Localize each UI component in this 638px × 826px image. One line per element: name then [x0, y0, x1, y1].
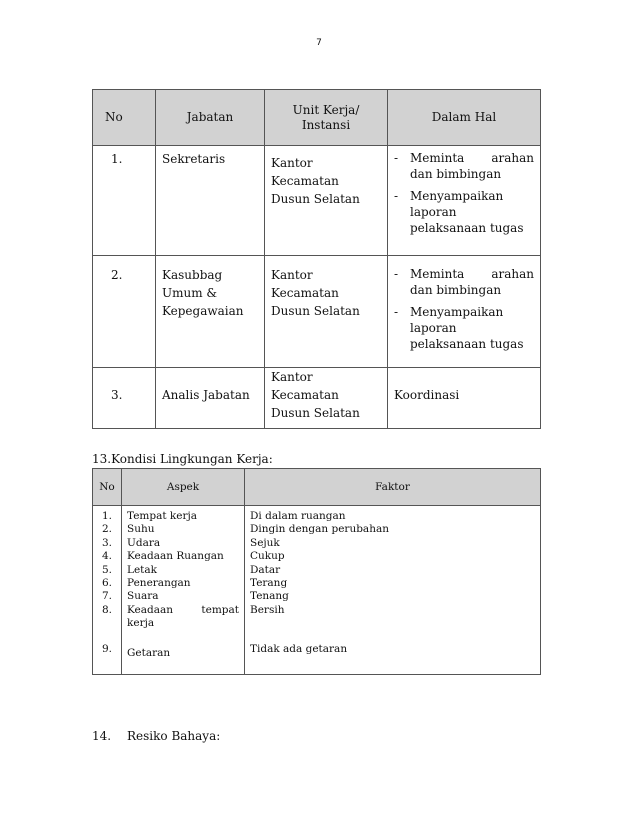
header-no: No — [93, 90, 156, 146]
list-item: - Meminta arahan dan bimbingan — [394, 267, 534, 297]
dalam-hal-cell — [388, 256, 541, 368]
list-item: - Menyampaikan laporan pelaksanaan tugas — [394, 189, 524, 235]
row-number: 1. — [93, 146, 156, 256]
jabatan-cell: Kasubbag Umum & Kepegawaian — [156, 256, 265, 368]
dalam-hal-cell — [388, 146, 541, 256]
header-unit-kerja: Unit Kerja/ Instansi — [265, 90, 388, 146]
header-faktor: Faktor — [245, 469, 541, 506]
table-row — [93, 368, 541, 429]
page-number: 7 — [316, 38, 322, 48]
table-row — [93, 506, 541, 675]
faktor-cell: Di dalam ruangan Dingin dengan perubahan Sejuk Cukup Datar Terang Tenang Bersih Tidak ada getaran — [245, 506, 541, 675]
work-environment-table — [92, 468, 541, 675]
header-jabatan: Jabatan — [156, 90, 265, 146]
numbers-cell: 1. 2. 3. 4. 5. 6. 7. 8. 9. — [93, 506, 122, 675]
aspek-cell: Tempat kerja Suhu Udara Keadaan Ruangan Letak Penerangan Suara Keadaan tempat kerja Getaran — [122, 506, 245, 675]
list-item: - Meminta arahan dan bimbingan — [394, 151, 534, 181]
row-number: 3. — [93, 368, 156, 429]
header-aspek: Aspek — [122, 469, 245, 506]
section-13-heading: 13.Kondisi Lingkungan Kerja: — [92, 452, 273, 466]
table-header-row — [93, 469, 541, 506]
jabatan-cell: Analis Jabatan — [156, 368, 265, 429]
list-item: - Menyampaikan laporan pelaksanaan tugas — [394, 305, 524, 351]
header-no: No — [93, 469, 122, 506]
job-relations-table — [92, 89, 541, 429]
unit-cell: Kantor Kecamatan Dusun Selatan — [265, 146, 388, 256]
unit-cell: Kantor Kecamatan Dusun Selatan — [265, 256, 388, 368]
table-header-row — [93, 90, 541, 146]
jabatan-cell: Sekretaris — [156, 146, 265, 256]
row-number: 2. — [93, 256, 156, 368]
header-dalam-hal: Dalam Hal — [388, 90, 541, 146]
section-14-heading: 14. Resiko Bahaya: — [92, 729, 221, 743]
unit-cell: Kantor Kecamatan Dusun Selatan — [265, 368, 388, 429]
table-row — [93, 146, 541, 256]
table-row — [93, 256, 541, 368]
dalam-hal-cell: Koordinasi — [388, 368, 541, 429]
